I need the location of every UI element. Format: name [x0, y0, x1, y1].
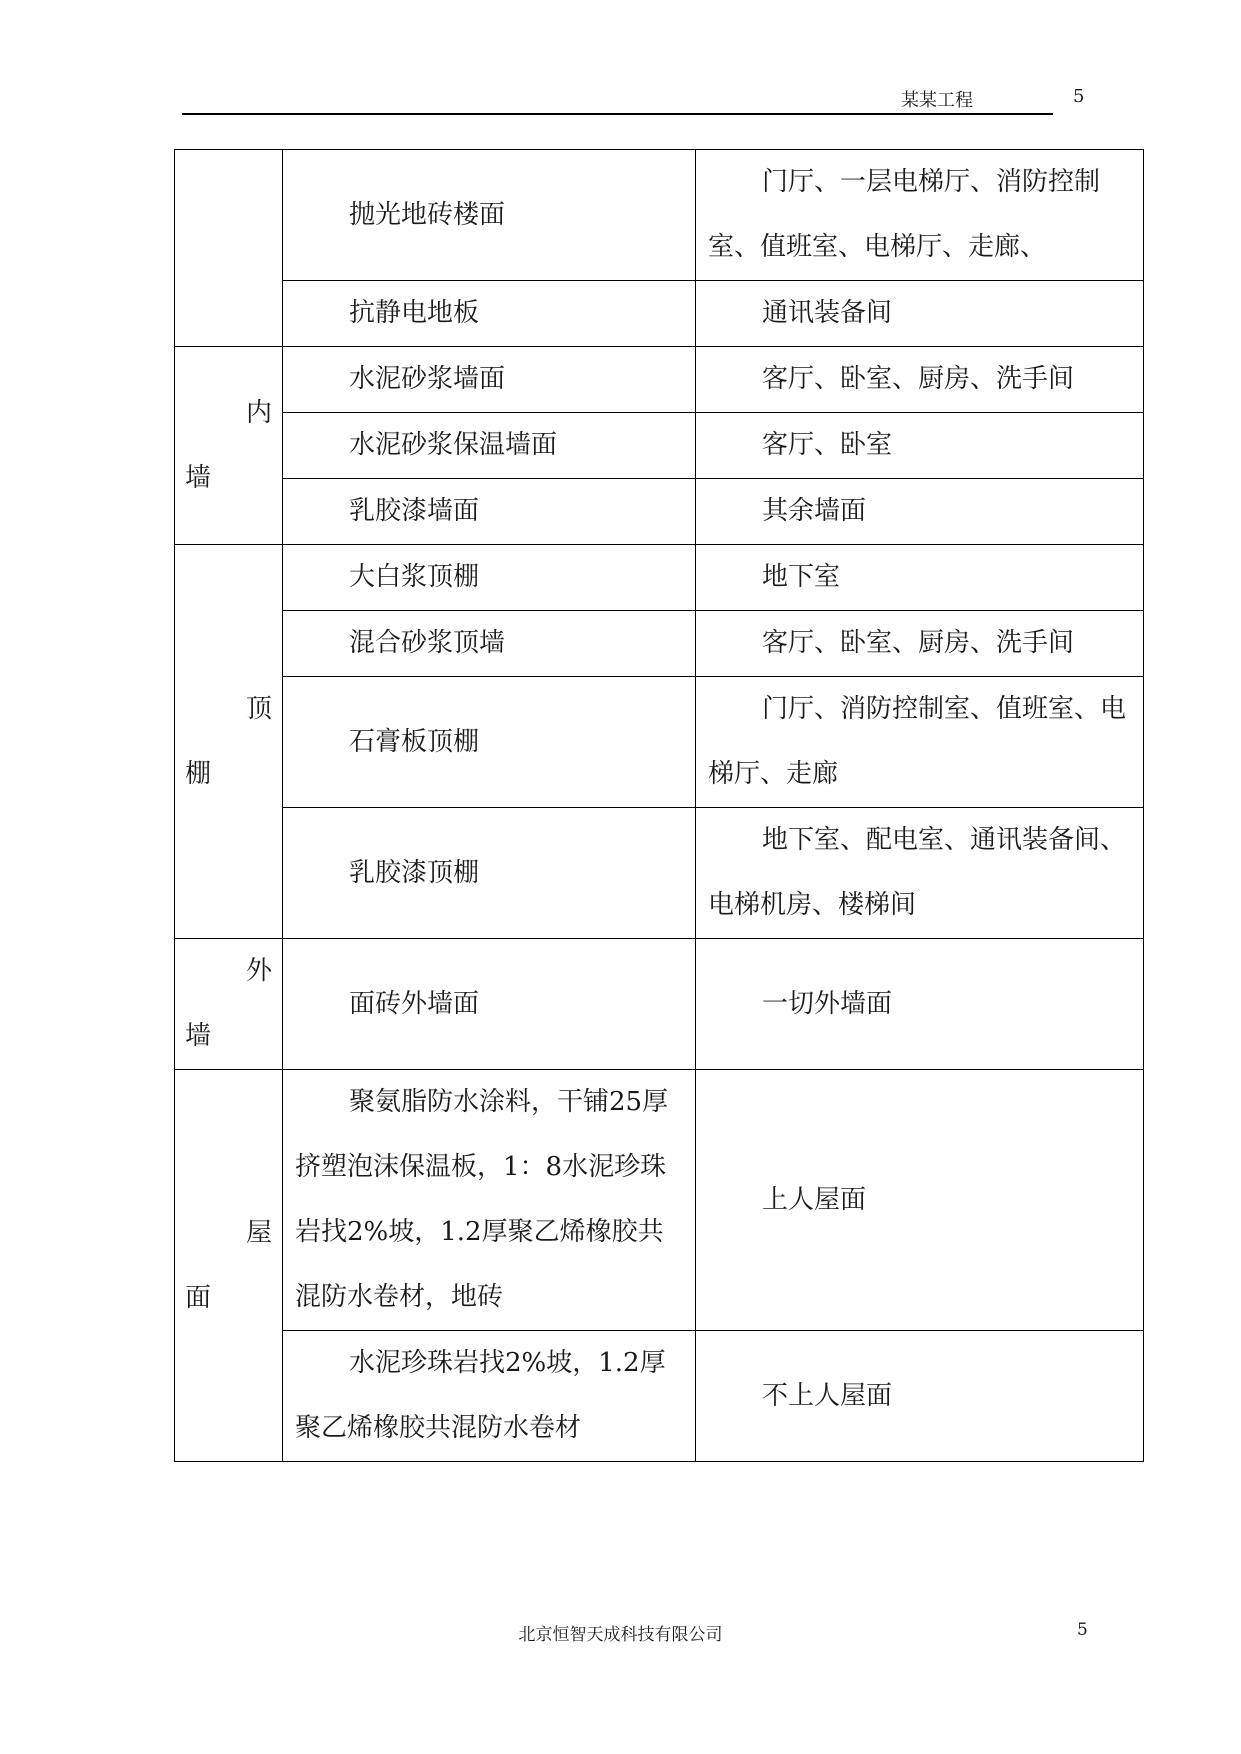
location-cell: 上人屋面 [696, 1070, 1144, 1331]
header-rule [182, 113, 1053, 115]
category-label: 屋 [245, 1217, 272, 1248]
table-row [175, 611, 1144, 677]
table-row [175, 479, 1144, 545]
category-label: 外 [245, 956, 272, 986]
category-cell-roof [175, 1070, 283, 1462]
location-cell: 通讯装备间 [696, 281, 1144, 347]
material-cell: 水泥珍珠岩找2%坡，1.2厚聚乙烯橡胶共混防水卷材 [283, 1331, 696, 1462]
location-cell: 一切外墙面 [696, 939, 1144, 1070]
category-cell-inner-wall [175, 347, 283, 545]
location-cell: 地下室、配电室、通讯装备间、电梯机房、楼梯间 [696, 808, 1144, 939]
material-cell: 聚氨脂防水涂料，干铺25厚挤塑泡沫保温板，1：8水泥珍珠岩找2%坡，1.2厚聚乙烯橡胶共混防水卷材，地砖 [283, 1070, 696, 1331]
table-row [175, 808, 1144, 939]
header-title: 某某工程 [901, 90, 973, 111]
material-cell: 乳胶漆顶棚 [283, 808, 696, 939]
material-cell: 大白浆顶棚 [283, 545, 696, 611]
table-row [175, 413, 1144, 479]
material-cell: 抗静电地板 [283, 281, 696, 347]
table-row [175, 347, 1144, 413]
table-row [175, 281, 1144, 347]
category-cell-floor [175, 150, 283, 347]
table-row [175, 150, 1144, 281]
category-label: 棚 [185, 758, 212, 789]
category-label: 面 [185, 1282, 212, 1313]
footer-page-number: 5 [1077, 1620, 1088, 1640]
table-row [175, 1070, 1144, 1331]
location-cell: 地下室 [696, 545, 1144, 611]
material-cell: 石膏板顶棚 [283, 677, 696, 808]
location-cell: 其余墙面 [696, 479, 1144, 545]
footer-company: 北京恒智天成科技有限公司 [518, 1625, 723, 1645]
material-cell: 水泥砂浆保温墙面 [283, 413, 696, 479]
location-cell: 门厅、一层电梯厅、消防控制室、值班室、电梯厅、走廊、 [696, 150, 1144, 281]
table-row [175, 1331, 1144, 1462]
table-row [175, 677, 1144, 808]
category-label: 墙 [185, 1021, 212, 1051]
table-row [175, 939, 1144, 1070]
finish-schedule-table [174, 149, 1144, 1462]
category-cell-outer-wall [175, 939, 283, 1070]
category-label: 墙 [185, 462, 212, 493]
location-cell: 不上人屋面 [696, 1331, 1144, 1462]
location-cell: 门厅、消防控制室、值班室、电梯厅、走廊 [696, 677, 1144, 808]
category-label: 内 [245, 397, 272, 428]
material-cell: 面砖外墙面 [283, 939, 696, 1070]
header-page-number: 5 [1073, 86, 1085, 107]
location-cell: 客厅、卧室、厨房、洗手间 [696, 611, 1144, 677]
category-label: 顶 [245, 693, 272, 724]
material-cell: 乳胶漆墙面 [283, 479, 696, 545]
location-cell: 客厅、卧室、厨房、洗手间 [696, 347, 1144, 413]
category-cell-ceiling [175, 545, 283, 939]
material-cell: 混合砂浆顶墙 [283, 611, 696, 677]
location-cell: 客厅、卧室 [696, 413, 1144, 479]
table-row [175, 545, 1144, 611]
material-cell: 水泥砂浆墙面 [283, 347, 696, 413]
material-cell: 抛光地砖楼面 [283, 150, 696, 281]
